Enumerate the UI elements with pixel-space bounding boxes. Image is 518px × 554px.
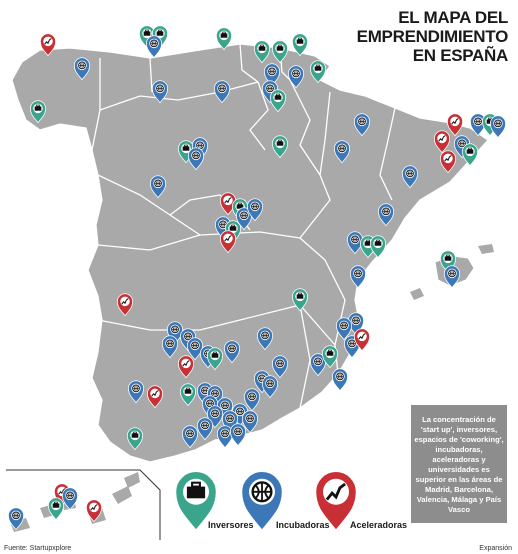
globe-icon	[475, 118, 482, 125]
globe-icon	[187, 430, 194, 437]
globe-icon	[277, 360, 284, 367]
globe-icon	[193, 152, 200, 159]
pin-incubadoras	[146, 36, 161, 58]
globe-icon	[315, 358, 322, 365]
globe-icon	[13, 512, 20, 519]
globe-icon	[252, 203, 259, 210]
pin-incubadoras	[230, 424, 245, 446]
canary-island	[124, 472, 140, 488]
globe-icon	[341, 322, 348, 329]
canary-inset	[6, 470, 160, 540]
globe-icon	[172, 326, 179, 333]
globe-icon	[79, 62, 86, 69]
canary-island	[112, 486, 132, 504]
ibiza	[410, 288, 424, 300]
globe-icon	[352, 236, 359, 243]
globe-icon	[67, 492, 74, 499]
globe-icon	[202, 422, 209, 429]
legend-label-incubadoras: Incubadoras	[276, 520, 330, 530]
note-box: La concentración de 'start up', inversores, espacios de 'coworking', incubadoras, aceleradoras y universidades es superior en las áreas de Madrid, Barcelona, Valencia, Málaga y País Vasco	[411, 405, 507, 523]
globe-icon	[407, 170, 414, 177]
globe-icon	[249, 393, 256, 400]
globe-icon	[212, 390, 219, 397]
globe-icon	[262, 332, 269, 339]
globe-icon	[157, 85, 164, 92]
legend-label-inversores: Inversores	[208, 520, 254, 530]
globe-icon	[359, 118, 366, 125]
globe-icon	[133, 385, 140, 392]
globe-icon	[449, 270, 456, 277]
globe-icon	[495, 120, 502, 127]
pin-inversores	[48, 498, 63, 520]
menorca	[478, 244, 494, 254]
globe-icon	[355, 270, 362, 277]
globe-icon	[167, 340, 174, 347]
legend-label-aceleradoras: Aceleradoras	[350, 520, 408, 530]
globe-icon	[207, 400, 214, 407]
credit-footer: Expansión	[479, 545, 512, 552]
pin-incubadoras	[490, 116, 505, 138]
globe-icon	[222, 402, 229, 409]
globe-icon	[247, 415, 254, 422]
legend-pins	[175, 471, 357, 531]
globe-icon	[151, 40, 158, 47]
globe-icon	[219, 85, 226, 92]
source-footer: Fuente: Startupxplore	[4, 545, 72, 552]
globe-icon	[235, 428, 242, 435]
globe-icon	[353, 317, 360, 324]
globe-icon	[192, 342, 199, 349]
globe-icon	[349, 340, 356, 347]
globe-icon	[237, 408, 244, 415]
title-line-1: EL MAPA DEL EMPRENDIMIENTO	[356, 8, 508, 46]
pin-incubadoras	[332, 369, 347, 391]
globe-icon	[267, 380, 274, 387]
globe-icon	[253, 482, 272, 501]
globe-icon	[229, 345, 236, 352]
globe-icon	[337, 373, 344, 380]
pin-incubadoras	[217, 426, 232, 448]
globe-icon	[267, 85, 274, 92]
globe-icon	[269, 68, 276, 75]
globe-icon	[293, 70, 300, 77]
globe-icon	[227, 415, 234, 422]
globe-icon	[155, 180, 162, 187]
map-title	[248, 8, 508, 65]
globe-icon	[212, 410, 219, 417]
globe-icon	[339, 145, 346, 152]
title-line-2: EN ESPAÑA	[412, 46, 508, 65]
globe-icon	[222, 430, 229, 437]
globe-icon	[383, 208, 390, 215]
globe-icon	[241, 212, 248, 219]
globe-icon	[185, 333, 192, 340]
